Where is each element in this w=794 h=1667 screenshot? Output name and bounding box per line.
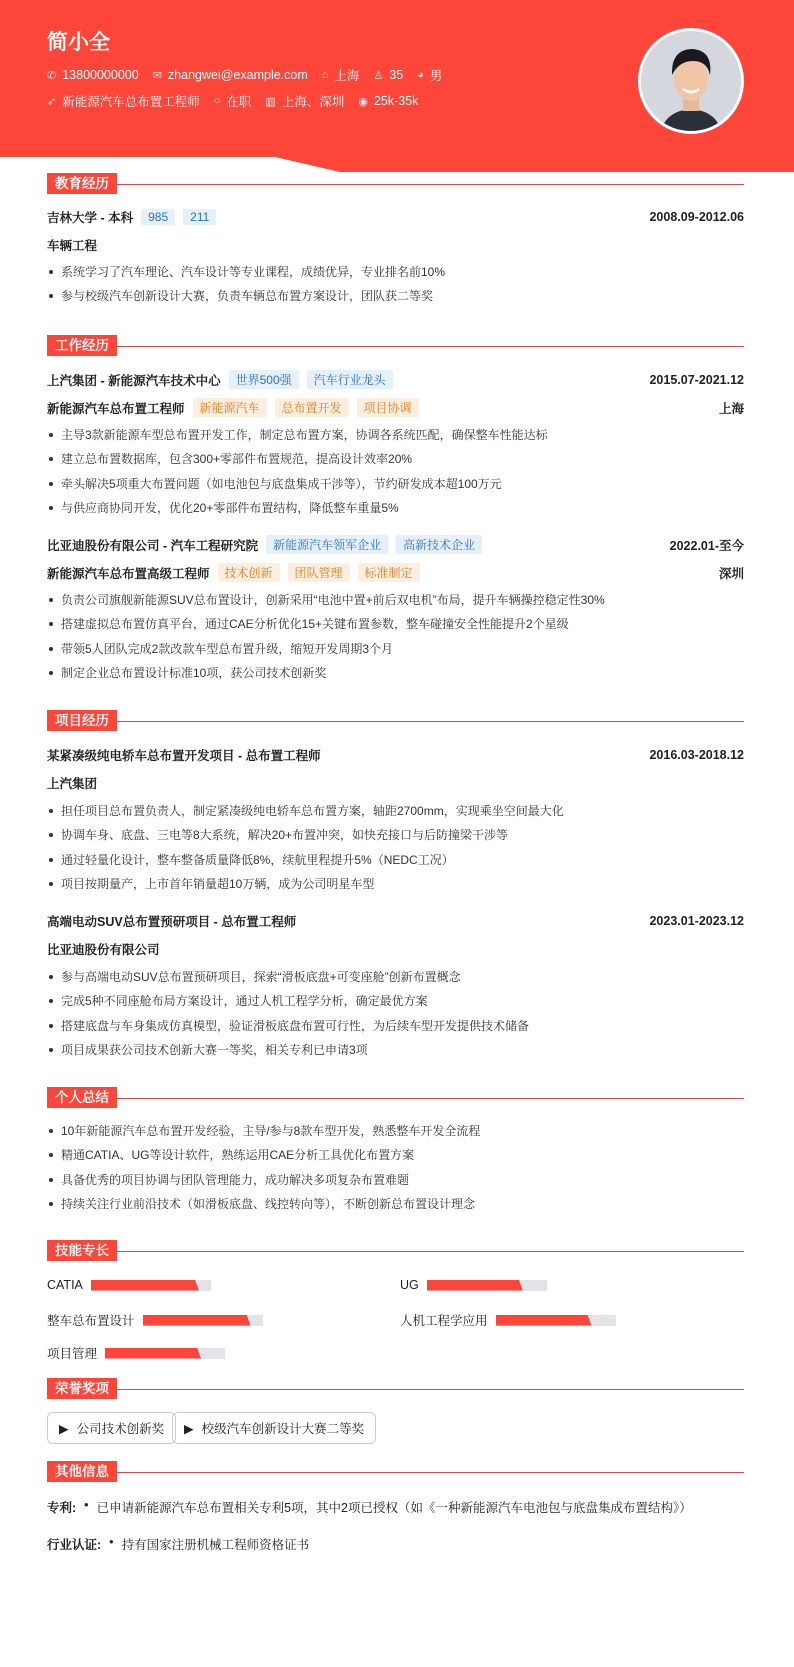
- award-item: ▶ 公司技术创新奖: [47, 1412, 176, 1444]
- status-icon: ○: [213, 95, 221, 107]
- mail-icon: ✉: [152, 69, 162, 82]
- summary-bullets: 10年新能源汽车总布置开发经验，主导/参与8款车型开发，熟悉整车开发全流程 精通CATIA、UG等设计软件，熟练运用CAE分析工具优化布置方案 具备优秀的项目协调与团队管理能力，成功解决多项复杂布置难题 持续关注行业前沿技术（如滑板底盘、线控转向等），不断创新总布置设计理念: [47, 1121, 480, 1219]
- skill-item: CATIA: [47, 1278, 211, 1292]
- city: 上海: [334, 69, 360, 83]
- age-icon: ♙: [373, 69, 384, 82]
- skill-bar-fill: [143, 1315, 251, 1326]
- work-header: 比亚迪股份有限公司 - 汽车工程研究院 新能源汽车领军企业 高新技术企业 2022.01-至今: [47, 535, 744, 554]
- section-summary: 个人总结: [47, 1087, 744, 1107]
- education-bullets: 系统学习了汽车理论、汽车设计等专业课程，成绩优异，专业排名前10% 参与校级汽车创新设计大赛，负责车辆总布置方案设计，团队获二等奖: [47, 262, 445, 311]
- skill-item: UG: [400, 1278, 547, 1292]
- other-item: 专利: • 已申请新能源汽车总布置相关专利5项，其中2项已授权（如《一种新能源汽车电池包与底盘集成布置结构》）: [47, 1498, 692, 1515]
- tag: 211: [183, 209, 216, 225]
- section-projects: 项目经历: [47, 710, 744, 730]
- skill-bar-fill: [91, 1280, 199, 1291]
- play-icon: ▶: [59, 1421, 69, 1436]
- skill-bar-fill: [496, 1315, 592, 1326]
- candidate-name: 简小全: [47, 31, 110, 54]
- skill-bar: [143, 1315, 263, 1326]
- tag: 985: [141, 209, 175, 225]
- salary: 25k-35k: [373, 94, 419, 108]
- age: 35: [389, 68, 404, 82]
- gender: 男: [429, 69, 443, 83]
- section-other: 其他信息: [47, 1461, 744, 1481]
- major: 车辆工程: [47, 239, 98, 253]
- skill-bar: [427, 1280, 547, 1291]
- project-org: 比亚迪股份有限公司: [47, 943, 160, 957]
- skill-item: 项目管理: [47, 1344, 225, 1362]
- project-bullets: 担任项目总布置负责人，制定紧凑级纯电轿车总布置方案，轴距2700mm，实现乘坐空间最大化 协调车身、底盘、三电等8大系统，解决20+布置冲突，如快充接口与后防撞梁干涉等 通过轻量化设计，整车整备质量降低8%，续航里程提升5%（NEDC工况） 项目按期量产，上市首年销量超10万辆，成为公司明星车型: [47, 801, 564, 899]
- section-education: 教育经历: [47, 173, 744, 193]
- gender-icon: ◕: [417, 69, 424, 81]
- skill-bar: [91, 1280, 211, 1291]
- salary-icon: ◉: [358, 95, 368, 108]
- work-bullets: 负责公司旗舰新能源SUV总布置设计，创新采用“电池中置+前后双电机”布局，提升车辆操控稳定性30% 搭建虚拟总布置仿真平台，通过CAE分析优化15+关键布置参数，整车碰撞安全性能提升2个星级 带领5人团队完成2款改款车型总布置升级，缩短开发周期3个月 制定企业总布置设计标准10项，获公司技术创新奖: [47, 590, 605, 688]
- email: zhangwei@example.com: [167, 68, 308, 82]
- work-bullets: 主导3款新能源车型总布置开发工作，制定总布置方案，协调各系统匹配，确保整车性能达标 建立总布置数据库，包含300+零部件布置规范，提高设计效率20% 牵头解决5项重大布置问题（如电池包与底盘集成干涉等），节约研发成本超100万元 与供应商协同开发，优化20+零部件布置结构，降低整车重量5%: [47, 425, 548, 523]
- project-header: 高端电动SUV总布置预研项目 - 总布置工程师 2023.01-2023.12: [47, 914, 744, 929]
- award-item: ▶ 校级汽车创新设计大赛二等奖: [172, 1412, 376, 1444]
- avatar: [638, 28, 744, 134]
- section-skills: 技能专长: [47, 1240, 744, 1260]
- section-awards: 荣誉奖项: [47, 1378, 744, 1398]
- skill-item: 整车总布置设计: [47, 1311, 263, 1329]
- project-org: 上汽集团: [47, 777, 98, 791]
- send-icon: ➶: [47, 95, 57, 108]
- skill-bar: [496, 1315, 616, 1326]
- section-work: 工作经历: [47, 335, 744, 355]
- work-header: 上汽集团 - 新能源汽车技术中心 世界500强 汽车行业龙头 2015.07-2021.12: [47, 370, 744, 389]
- other-item: 行业认证: • 持有国家注册机械工程师资格证书: [47, 1535, 310, 1552]
- education-header: 吉林大学 - 本科 985 211 2008.09-2012.06: [47, 210, 744, 225]
- contact-row: [47, 66, 442, 84]
- status: 在职: [226, 95, 252, 109]
- date: 2008.09-2012.06: [649, 210, 744, 224]
- building-icon: ▥: [265, 95, 276, 108]
- work-title: 新能源汽车总布置工程师 新能源汽车 总布置开发 项目协调 上海: [47, 398, 744, 417]
- position: 新能源汽车总布置工程师: [62, 95, 200, 109]
- skill-bar-fill: [427, 1280, 523, 1291]
- job-intent-row: [47, 92, 418, 110]
- skill-bar-fill: [105, 1348, 201, 1359]
- work-cities: 上海、深圳: [281, 95, 345, 109]
- skill-item: 人机工程学应用: [400, 1311, 616, 1329]
- phone-icon: ✆: [47, 69, 57, 82]
- skill-bar: [105, 1348, 225, 1359]
- play-icon: ▶: [184, 1421, 194, 1436]
- home-icon: ⌂: [321, 69, 329, 81]
- phone: 13800000000: [62, 68, 139, 82]
- project-bullets: 参与高端电动SUV总布置预研项目，探索“滑板底盘+可变座舱”创新布置概念 完成5种不同座舱布局方案设计，通过人机工程学分析，确定最优方案 搭建底盘与车身集成仿真模型，验证滑板底盘布置可行性，为后续车型开发提供技术储备 项目成果获公司技术创新大赛一等奖，相关专利已申请3项: [47, 967, 529, 1065]
- project-header: 某紧凑级纯电轿车总布置开发项目 - 总布置工程师 2016.03-2018.12: [47, 748, 744, 763]
- work-title: 新能源汽车总布置高级工程师 技术创新 团队管理 标准制定 深圳: [47, 563, 744, 582]
